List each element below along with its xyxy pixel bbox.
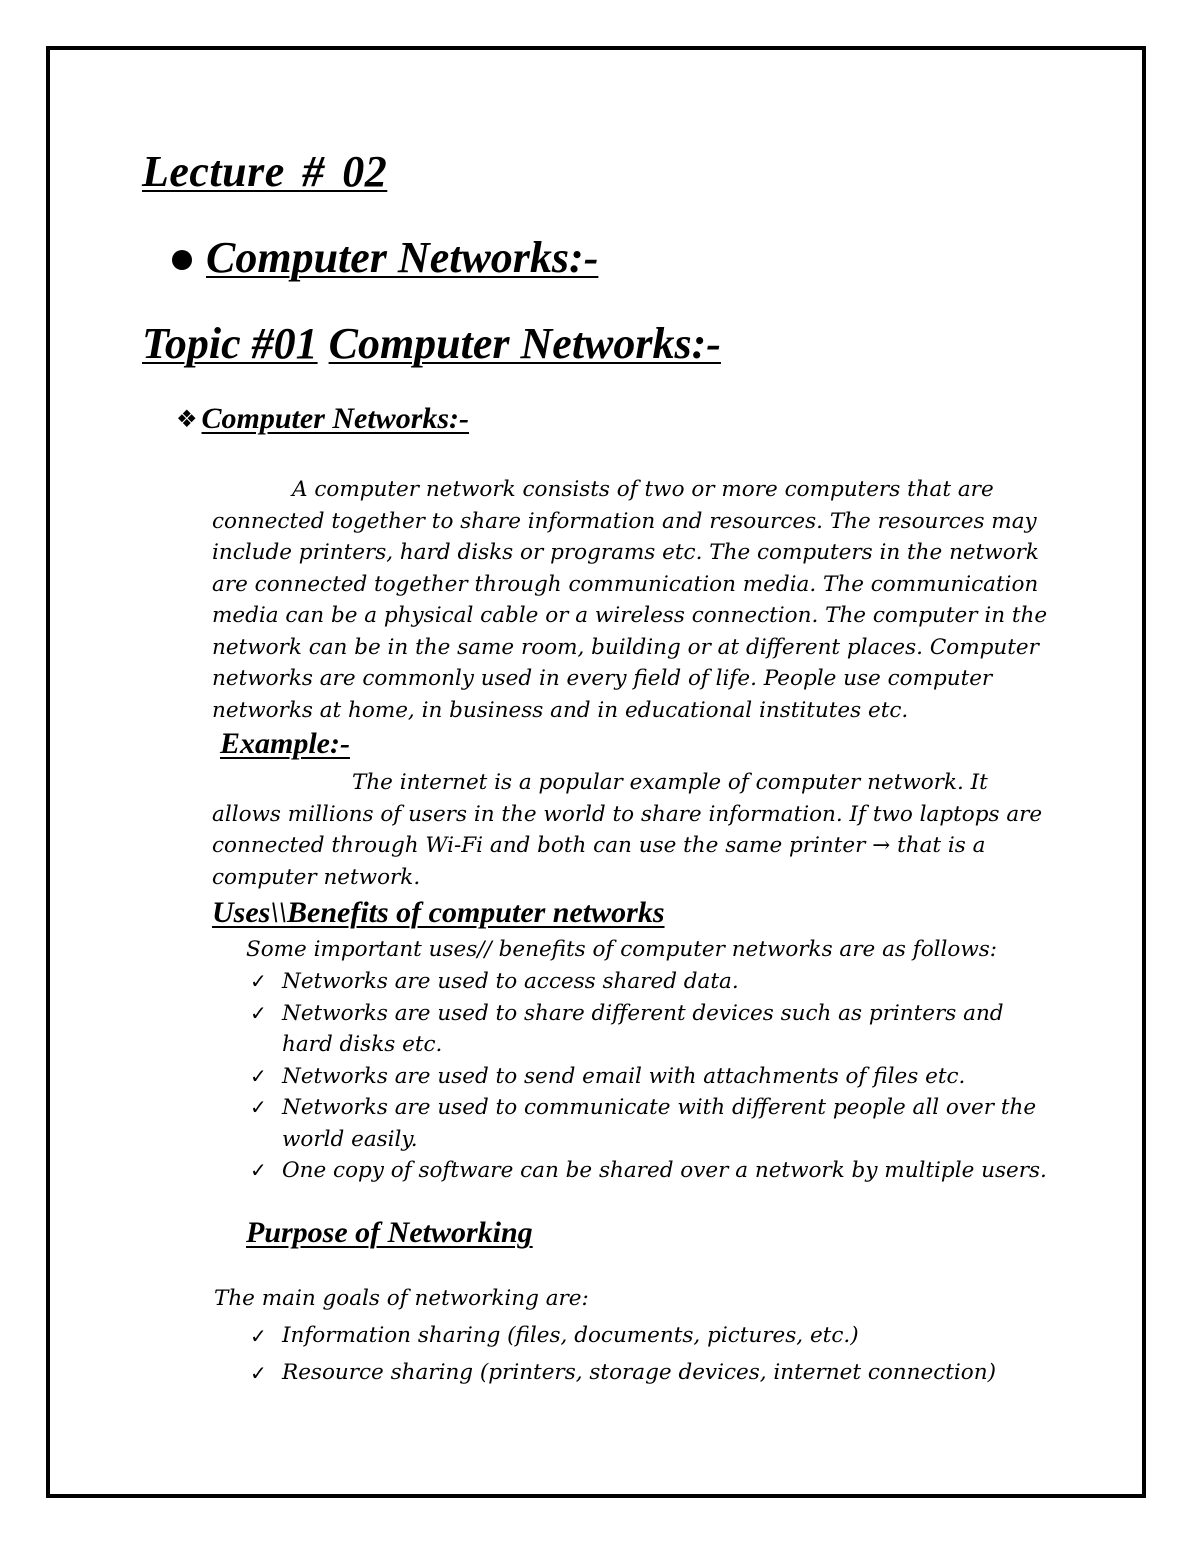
check-icon: ✓: [250, 1158, 267, 1182]
lecture-title: Lecture # 02: [142, 147, 388, 196]
bullet-icon: [172, 250, 192, 270]
check-item-text: Information sharing (files, documents, pictures, etc.): [282, 1323, 859, 1348]
check-item-text: Networks are used to access shared data.: [282, 969, 739, 994]
topic-title: Computer Networks:-: [328, 319, 721, 368]
uses-heading: Uses\\Benefits of computer networks: [212, 896, 665, 929]
check-icon: ✓: [250, 969, 267, 993]
check-icon: ✓: [250, 1000, 267, 1025]
check-icon: ✓: [250, 1324, 267, 1348]
purpose-intro: The main goals of networking are:: [214, 1286, 589, 1311]
check-list-item: [250, 1355, 996, 1392]
check-list-item: [250, 966, 1047, 998]
paragraph-line: are connected together through communication media. The communication: [212, 571, 1039, 597]
paragraph-line: network can be in the same room, building or at different places. Computer: [212, 634, 1039, 660]
check-item-text: One copy of software can be shared over a network by multiple users.: [282, 1158, 1047, 1183]
check-item-text: hard disks etc.: [282, 1032, 443, 1057]
paragraph-line: A computer network consists of two or more computers that are: [292, 477, 994, 502]
section-heading: Computer Networks:-: [206, 233, 599, 282]
check-list-item: [250, 1318, 996, 1355]
paragraph-line: The internet is a popular example of computer network. It: [352, 770, 988, 795]
uses-intro: Some important uses// benefits of computer networks are as follows:: [246, 937, 998, 962]
check-list-item: [250, 1061, 1047, 1093]
example-paragraph: [212, 767, 1042, 893]
uses-list: [250, 966, 1047, 1187]
paragraph-line: connected through Wi-Fi and both can use the same printer → that is a: [212, 833, 986, 858]
check-icon: ✓: [250, 1095, 267, 1119]
paragraph-line: networks are commonly used in every field of life. People use computer: [212, 666, 993, 691]
paragraph-line: include printers, hard disks or programs etc. The computers in the network: [212, 540, 1039, 565]
subsection-heading: Computer Networks:-: [201, 402, 470, 435]
section-heading-row: [172, 232, 598, 283]
check-icon: ✓: [250, 1063, 267, 1088]
check-icon: ✓: [250, 1360, 267, 1385]
check-list-item: [250, 1092, 1047, 1155]
check-item-text: Resource sharing (printers, storage devices, internet connection): [282, 1359, 996, 1385]
paragraph-line: media can be a physical cable or a wireless connection. The computer in the: [212, 603, 1048, 628]
check-item-text: world easily.: [282, 1126, 418, 1152]
paragraph-line: connected together to share information and resources. The resources may: [212, 508, 1037, 534]
purpose-list: [250, 1318, 996, 1391]
paragraph-line: networks at home, in business and in educational institutes etc.: [212, 697, 909, 723]
definition-paragraph: [212, 474, 1047, 726]
check-list-item: [250, 1155, 1047, 1187]
check-item-text: Networks are used to share different devices such as printers and: [282, 1000, 1004, 1026]
purpose-heading: Purpose of Networking: [246, 1216, 533, 1249]
paragraph-line: computer network.: [212, 864, 421, 890]
subsection-heading-row: [176, 402, 469, 436]
example-heading: Example:-: [220, 727, 350, 760]
check-item-text: Networks are used to communicate with different people all over the: [282, 1095, 1037, 1120]
topic-heading: [142, 318, 721, 369]
topic-number: Topic #01: [142, 319, 318, 368]
check-list-item: [250, 998, 1047, 1061]
paragraph-line: allows millions of users in the world to share information. If two laptops are: [212, 801, 1043, 827]
check-item-text: Networks are used to send email with attachments of files etc.: [282, 1063, 966, 1089]
diamond-bullet-icon: ❖: [176, 405, 198, 433]
